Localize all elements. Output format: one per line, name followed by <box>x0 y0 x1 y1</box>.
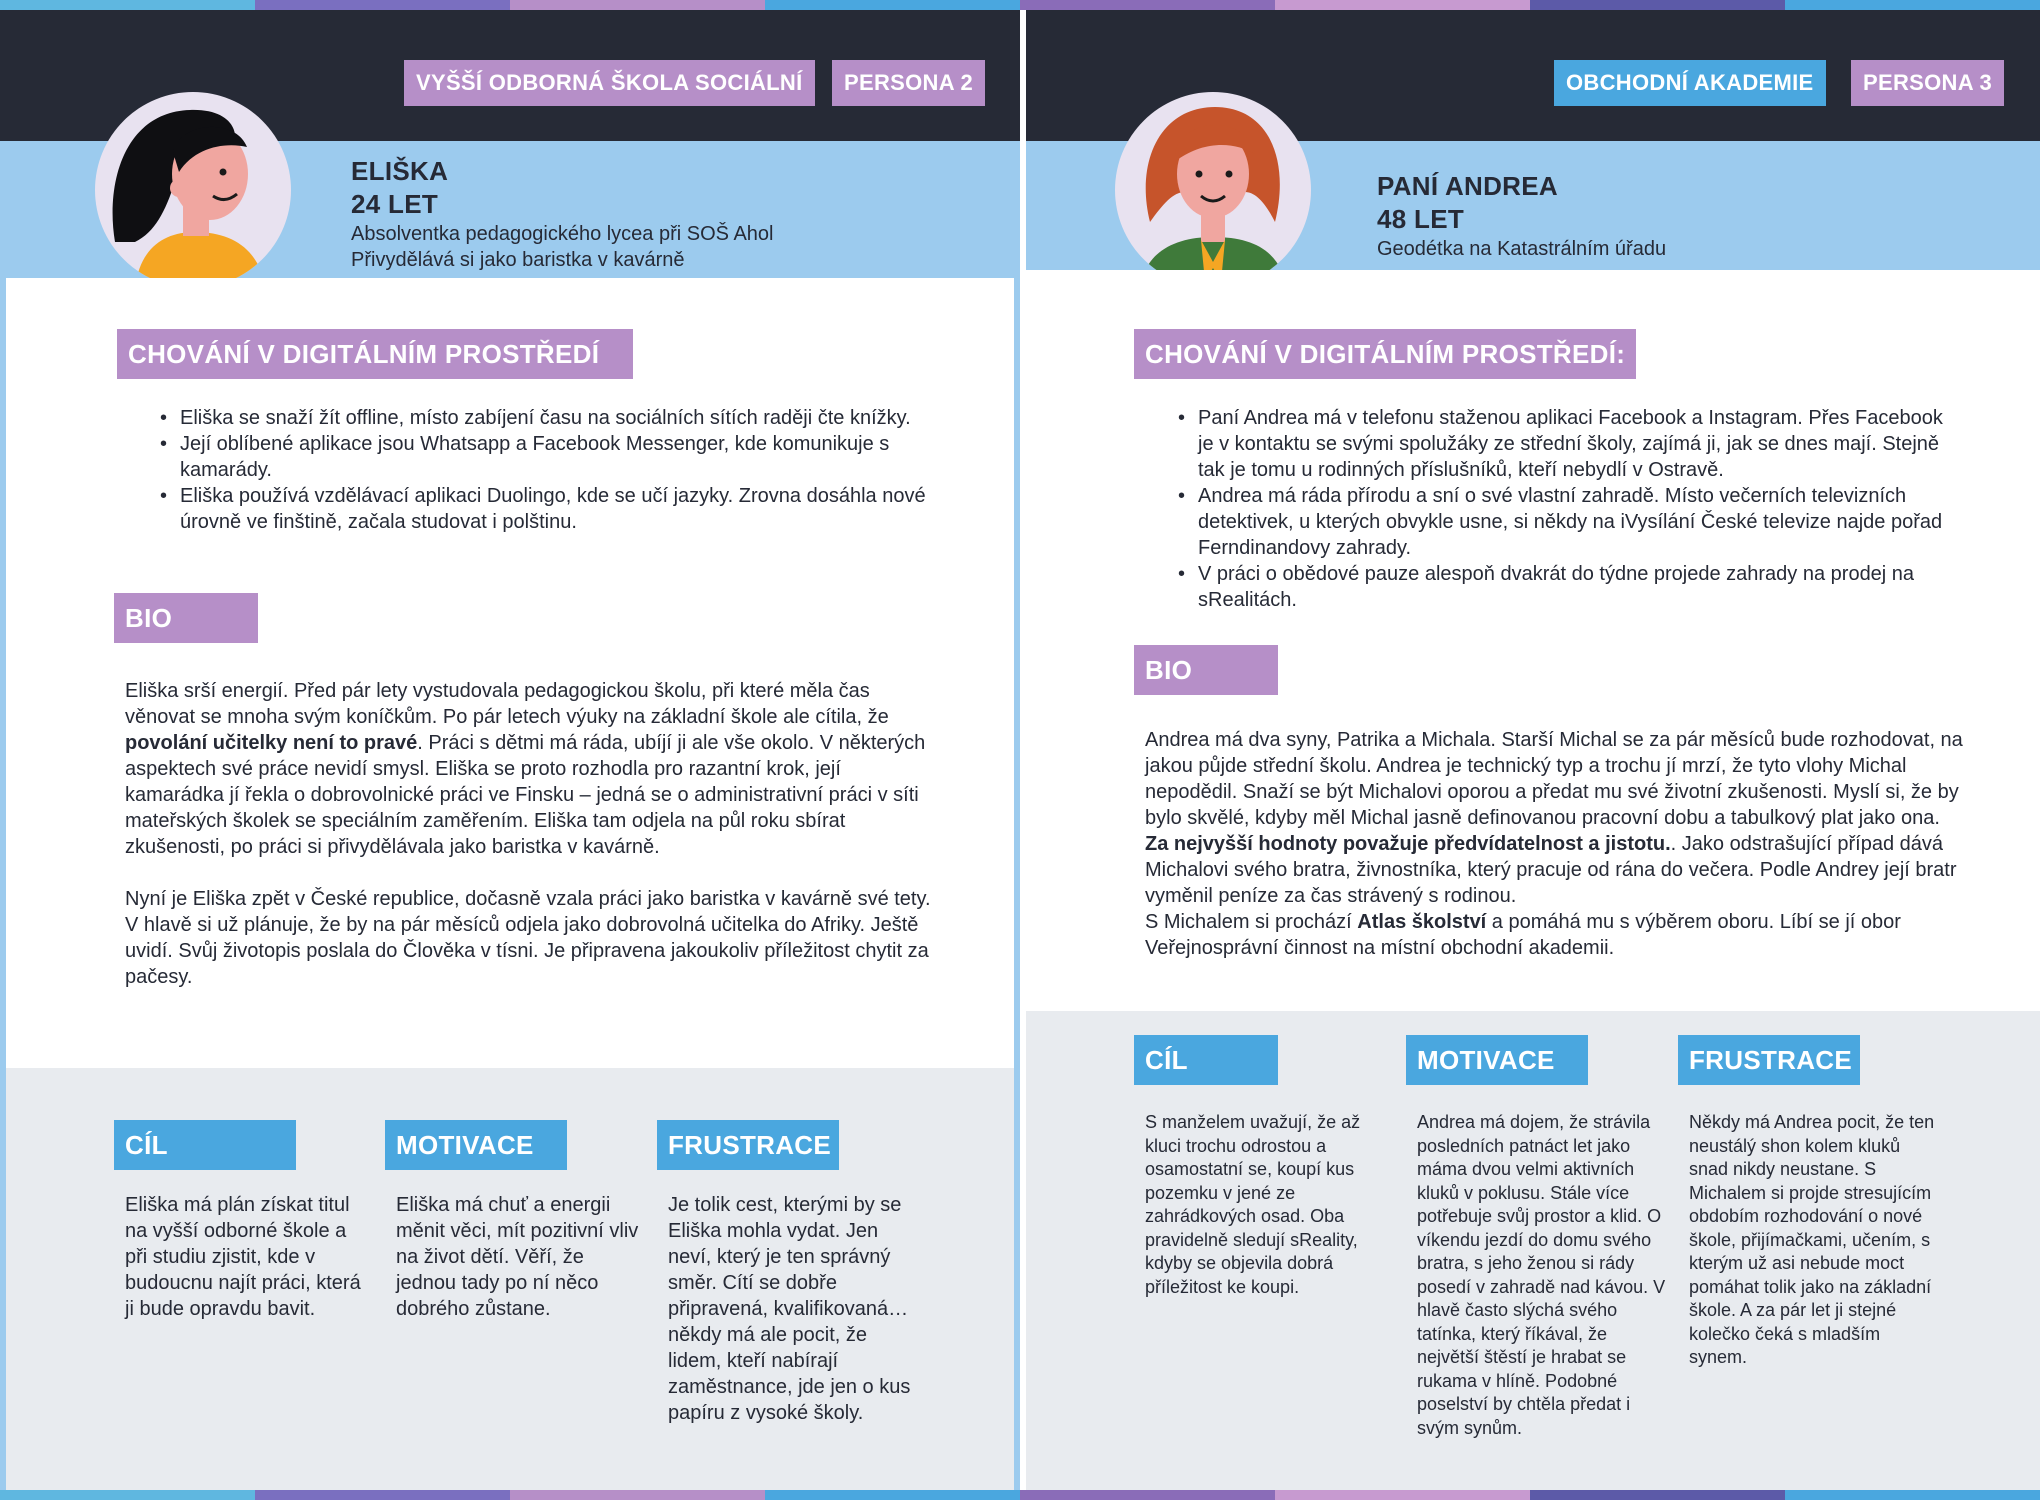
stripe-segment <box>765 1490 1020 1500</box>
top-color-stripe <box>0 0 2040 10</box>
stripe-segment <box>1785 0 2040 10</box>
frustration-heading: FRUSTRACE <box>1678 1035 1860 1085</box>
persona-identity <box>351 155 774 273</box>
stripe-segment <box>0 1490 255 1500</box>
goal-text: Eliška má plán získat titul na vyšší odborné škole a při studiu zjistit, kde v budoucnu najít práci, která ji bude opravdu bavit. <box>125 1194 361 1320</box>
motivation-text: Andrea má dojem, že strávila posledních patnáct let jako máma dvou velmi aktivních kluků v poklusu. Stále více potřebuje svůj prostor a klid. O víkendu jezdí do domu svého bratra, s jeho ženou si rády posedí v zahradě nad kávou. V hlavě často slýchá svého tatínka, který říkával, že největší štěstí je hrabat se rukama v hlíně. Podobné poselství by chtěla předat i svým synům. <box>1417 1112 1666 1438</box>
stripe-segment <box>0 0 255 10</box>
frustration-text: Je tolik cest, kterými by se Eliška mohla vydat. Jen neví, který je ten správný směr. Cítí se dobře připravená, kvalifikovaná… někdy má ale pocit, že lidem, kteří nabírají zaměstnance, jde jen o kus papíru z vysoké školy. <box>668 1194 911 1424</box>
bio-text <box>1145 727 1965 961</box>
list-item: • Eliška se snaží žít offline, místo zabíjení času na sociálních sítích raději čte knížky. <box>160 405 930 431</box>
persona-name: PANÍ ANDREA <box>1377 171 1558 201</box>
woman-dark-hair-icon <box>95 92 291 288</box>
stripe-segment <box>1020 0 1275 10</box>
behavior-heading: CHOVÁNÍ V DIGITÁLNÍM PROSTŘEDÍ <box>117 329 633 379</box>
stripe-segment <box>1275 1490 1530 1500</box>
persona-description-line: Absolventka pedagogického lycea při SOŠ Ahol <box>351 223 774 245</box>
bio-paragraph <box>125 678 941 860</box>
behavior-list <box>160 405 930 535</box>
bio-text-span: . Jako odstrašující případ dává Michalovi svého bratra, živnostníka, který pracuje od rána do večera. Podle Andrey její bratr vyměnil peníze za čas strávený s rodinou. <box>1145 833 1957 907</box>
stripe-segment <box>255 0 510 10</box>
goals-area <box>1026 1011 2040 1490</box>
goal-text: S manželem uvažují, že až kluci trochu odrostou a osamostatní se, koupí kus pozemku v jené ze zahrádkových osad. Oba pravidelně sledují sReality, kdyby se objevila dobrá příležitost ke koupi. <box>1145 1112 1361 1297</box>
list-item: • Její oblíbené aplikace jsou Whatsapp a Facebook Messenger, kde komunikuje s kamarády. <box>160 431 930 483</box>
bio-emphasis: Za nejvyšší hodnoty považuje předvídatelnost a jistotu. <box>1145 833 1671 855</box>
behavior-list <box>1178 405 1958 613</box>
stripe-segment <box>510 0 765 10</box>
motivation-heading: MOTIVACE <box>385 1120 567 1170</box>
bio-heading: BIO <box>1134 645 1278 695</box>
persona-name: ELIŠKA <box>351 156 449 186</box>
avatar <box>1115 92 1311 288</box>
bio-text <box>125 678 941 990</box>
list-item: • Paní Andrea má v telefonu staženou aplikaci Facebook a Instagram. Přes Facebook je v kontaktu se svými spolužáky ze střední školy, zajímá ji, jak se dnes mají. Stejně tak je tomu u rodinných příslušníků, kteří nebydlí v Ostravě. <box>1178 405 1958 483</box>
bottom-color-stripe <box>0 1490 2040 1500</box>
stripe-segment <box>1785 1490 2040 1500</box>
woman-red-hair-icon <box>1115 92 1311 288</box>
bio-text-span: . Práci s dětmi má ráda, ubíjí ji ale vše okolo. V některých aspektech své práce nevidí smysl. Eliška se proto rozhodla pro razantní krok, její kamarádka jí řekla o dobrovolnické práci ve Finsku – jedná se o administrativní práci v síti mateřských školek se speciálním zaměřením. Eliška tam odjela na půl roku sbírat zkušenosti, po práci si přivydělávala jako baristka v kavárně. <box>125 732 926 858</box>
motivation-heading: MOTIVACE <box>1406 1035 1588 1085</box>
content-area <box>6 278 1014 1068</box>
persona-identity <box>1377 170 1666 262</box>
persona-3-card <box>1020 10 2040 1490</box>
school-tag: VYŠŠÍ ODBORNÁ ŠKOLA SOCIÁLNÍ <box>404 60 815 106</box>
goal-heading: CÍL <box>1134 1035 1278 1085</box>
school-tag: OBCHODNÍ AKADEMIE <box>1554 60 1826 106</box>
persona-description-line: Přivydělává si jako baristka v kavárně <box>351 249 685 271</box>
goals-area <box>6 1068 1014 1490</box>
bio-emphasis: povolání učitelky není to pravé <box>125 732 418 754</box>
bio-emphasis: Atlas školství <box>1357 911 1487 933</box>
bio-text-span: a pomáhá mu s výběrem oboru. Líbí se jí obor Veřejnosprávní činnost na místní obchodní akademii. <box>1145 911 1901 959</box>
bio-text-span: Andrea má dva syny, Patrika a Michala. Starší Michal se za pár měsíců bude rozhodovat, na jakou půjde střední školu. Andrea je technický typ a trochu jí mrzí, že tyto vlohy Michal nepodědil. Snaží se být Michalovi oporou a předat mu své životní zkušenosti. Myslí si, že by bylo skvělé, kdyby měl Michal jasně definovanou pracovní dobu a tabulkový plat jako ona. <box>1145 729 1963 829</box>
stripe-segment <box>1530 1490 1785 1500</box>
stripe-segment <box>510 1490 765 1500</box>
bio-paragraph <box>1145 909 1965 961</box>
content-area <box>1026 270 2040 1011</box>
stripe-segment <box>765 0 1020 10</box>
stripe-segment <box>1020 1490 1275 1500</box>
behavior-heading: CHOVÁNÍ V DIGITÁLNÍM PROSTŘEDÍ: <box>1134 329 1636 379</box>
motivation-text: Eliška má chuť a energii měnit věci, mít pozitivní vliv na život dětí. Věří, že jednou tady po ní něco dobrého zůstane. <box>396 1194 639 1320</box>
bio-text-span: S Michalem si prochází <box>1145 911 1358 933</box>
stripe-segment <box>255 1490 510 1500</box>
persona-2-card <box>0 10 1020 1490</box>
goal-heading: CÍL <box>114 1120 296 1170</box>
persona-description-line: Geodétka na Katastrálním úřadu <box>1377 238 1667 260</box>
list-item: • V práci o obědové pauze alespoň dvakrát do týdne projede zahrady na prodej na sRealitách. <box>1178 561 1958 613</box>
persona-tag: PERSONA 2 <box>832 60 985 106</box>
avatar <box>95 92 291 288</box>
persona-age: 24 LET <box>351 189 439 219</box>
persona-tag: PERSONA 3 <box>1851 60 2004 106</box>
stripe-segment <box>1530 0 1785 10</box>
bio-paragraph <box>1145 727 1965 909</box>
bio-heading: BIO <box>114 593 258 643</box>
bio-paragraph: Nyní je Eliška zpět v České republice, dočasně vzala práci jako baristka v kavárně své tety. V hlavě si už plánuje, že by na pár měsíců odjela jako dobrovolná učitelka do Afriky. Ještě uvidí. Svůj životopis poslala do Člověka v tísni. Je připravena jakoukoliv příležitost chytit za pačesy. <box>125 888 931 988</box>
persona-age: 48 LET <box>1377 204 1465 234</box>
frustration-text: Někdy má Andrea pocit, že ten neustálý shon kolem kluků snad nikdy neustane. S Michalem si projde stresujícím obdobím rozhodování o nové škole, přijímačkami, učením, s kterým už asi nebude moct pomáhat tolik jako na základní škole. A za pár let ji stejné kolečko čeká s mladším synem. <box>1689 1112 1935 1367</box>
list-item: • Andrea má ráda přírodu a sní o své vlastní zahradě. Místo večerních televizních detektivek, u kterých obvykle usne, si někdy na iVysílání České televize najde pořad Ferndinandovy zahrady. <box>1178 483 1958 561</box>
bio-text-span: Eliška srší energií. Před pár lety vystudovala pedagogickou školu, při které měla čas věnovat se mnoha svým koníčkům. Po pár letech výuky na základní škole ale cítila, že <box>125 680 889 728</box>
frustration-heading: FRUSTRACE <box>657 1120 839 1170</box>
list-item: • Eliška používá vzdělávací aplikaci Duolingo, kde se učí jazyky. Zrovna dosáhla nové úrovně ve finštině, začala studovat i polštinu. <box>160 483 930 535</box>
stripe-segment <box>1275 0 1530 10</box>
